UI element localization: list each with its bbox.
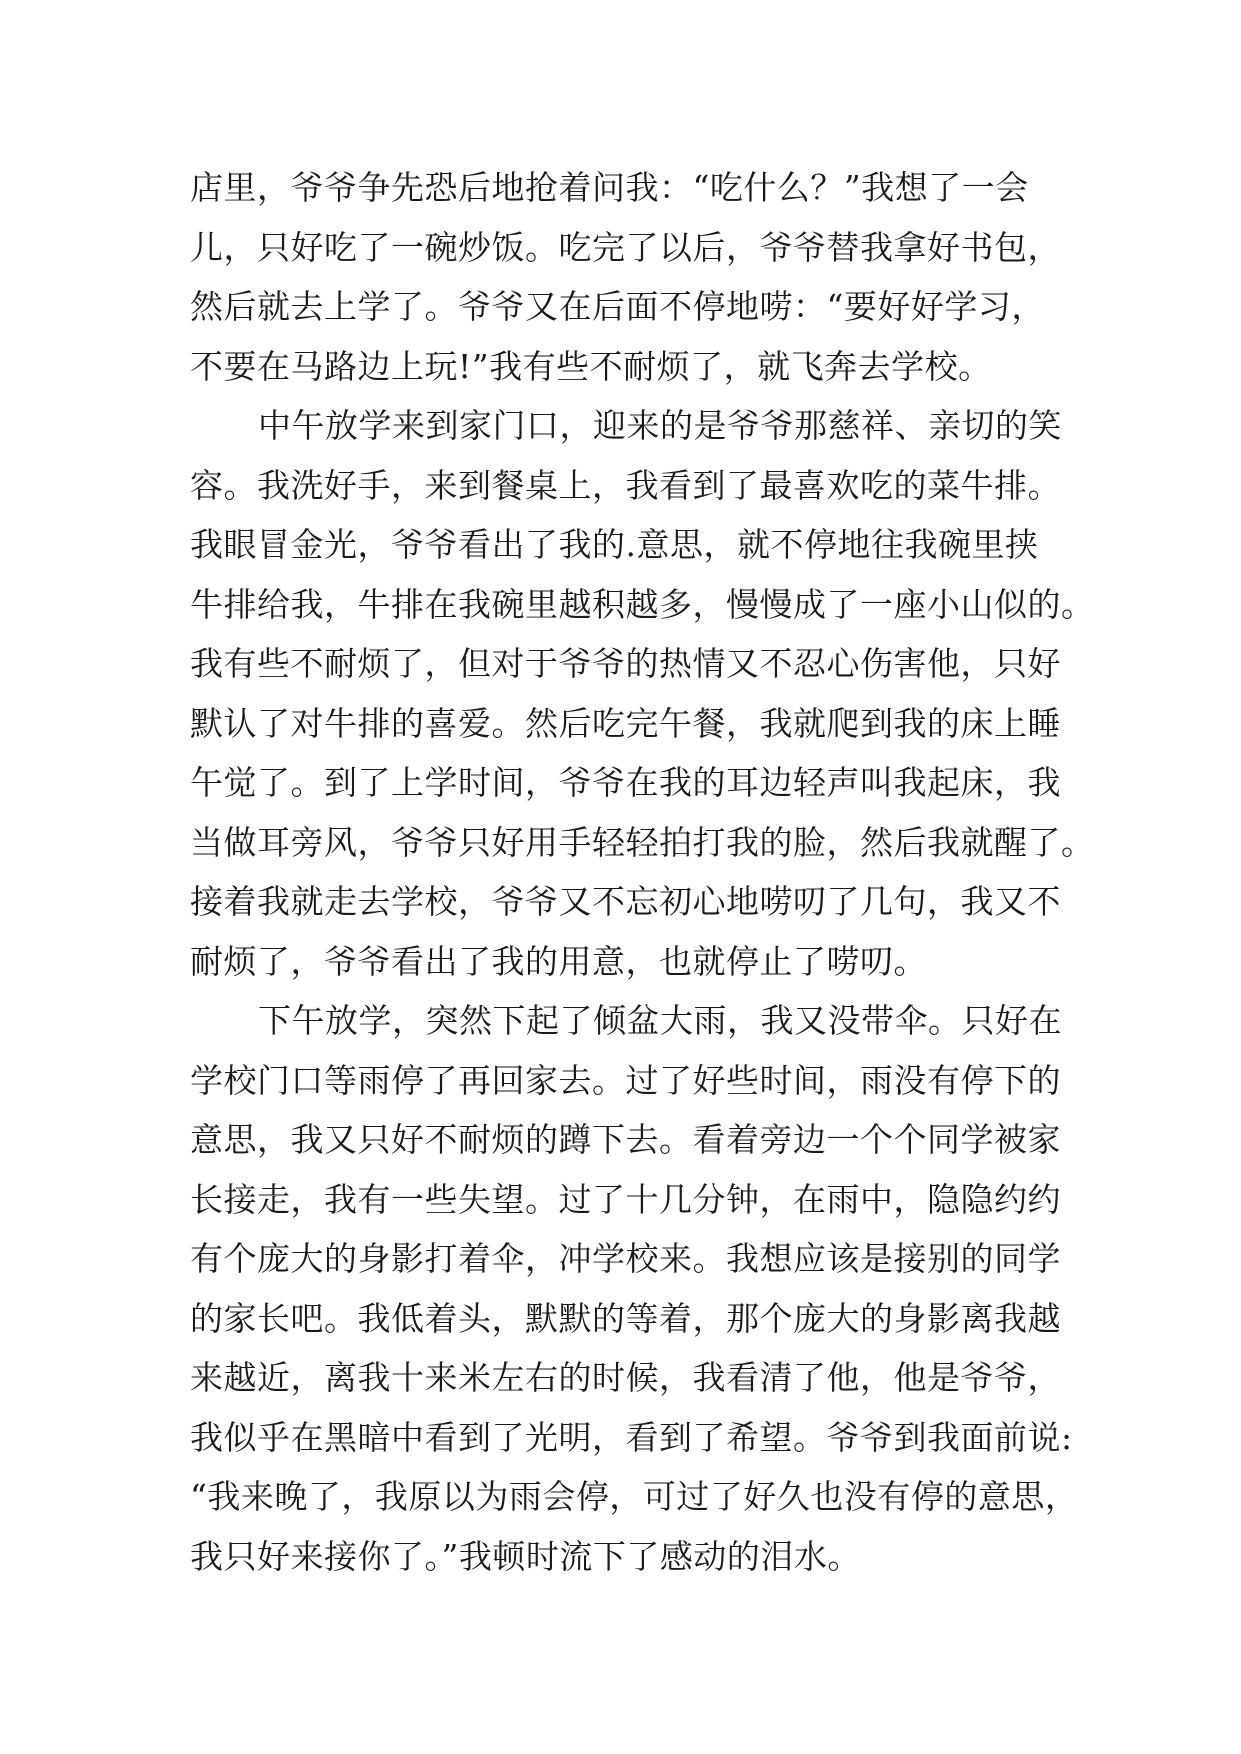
text-line: 长接走，我有一些失望。过了十几分钟，在雨中，隐隐约约 (190, 1179, 1061, 1219)
text-line: 店里，爷爷争先恐后地抢着问我：“吃什么？”我想了一会 (190, 168, 1029, 207)
text-line: 不要在马路边上玩!”我有些不耐烦了，就飞奔去学校。 (190, 346, 992, 386)
text-line: 中午放学来到家门口，迎来的是爷爷那慈祥、亲切的笑 (258, 406, 1062, 445)
text-line: 接着我就走去学校，爷爷又不忘初心地唠叨了几句，我又不 (190, 882, 1061, 921)
text-line: 默认了对牛排的喜爱。然后吃完午餐，我就爬到我的床上睡 (190, 703, 1061, 743)
document-body (190, 158, 1095, 1586)
text-line: 儿，只好吃了一碗炒饭。吃完了以后，爷爷替我拿好书包， (190, 227, 1061, 267)
text-line: 午觉了。到了上学时间，爷爷在我的耳边轻声叫我起床，我 (190, 763, 1061, 802)
text-line: 牛排给我，牛排在我碗里越积越多，慢慢成了一座小山似的。 (190, 584, 1095, 624)
text-line: 耐烦了，爷爷看出了我的用意，也就停止了唠叨。 (190, 941, 927, 981)
text-line: 容。我洗好手，来到餐桌上，我看到了最喜欢吃的菜牛排。 (190, 465, 1061, 505)
text-line: 有个庞大的身影打着伞，冲学校来。我想应该是接别的同学 (190, 1239, 1061, 1278)
text-line: “我来晚了，我原以为雨会停，可过了好久也没有停的意思， (190, 1477, 1079, 1516)
text-line: 当做耳旁风，爷爷只好用手轻轻拍打我的脸，然后我就醒了。 (190, 822, 1095, 862)
text-line: 我只好来接你了。”我顿时流下了感动的泪水。 (190, 1536, 861, 1576)
text-line: 然后就去上学了。爷爷又在后面不停地唠：“要好好学习， (190, 287, 1045, 326)
text-line: 我有些不耐烦了，但对于爷爷的热情又不忍心伤害他，只好 (190, 644, 1061, 683)
text-line: 下午放学，突然下起了倾盆大雨，我又没带伞。只好在 (258, 1001, 1062, 1040)
text-line: 学校门口等雨停了再回家去。过了好些时间，雨没有停下的 (190, 1060, 1061, 1100)
text-line: 来越近，离我十来米左右的时候，我看清了他，他是爷爷， (190, 1358, 1061, 1397)
text-line: 我眼冒金光，爷爷看出了我的.意思，就不停地往我碗里挟 (190, 525, 1039, 564)
text-line: 我似乎在黑暗中看到了光明，看到了希望。爷爷到我面前说: (190, 1417, 1073, 1457)
text-line: 的家长吧。我低着头，默默的等着，那个庞大的身影离我越 (190, 1298, 1061, 1338)
text-line: 意思，我又只好不耐烦的蹲下去。看着旁边一个个同学被家 (190, 1120, 1061, 1159)
